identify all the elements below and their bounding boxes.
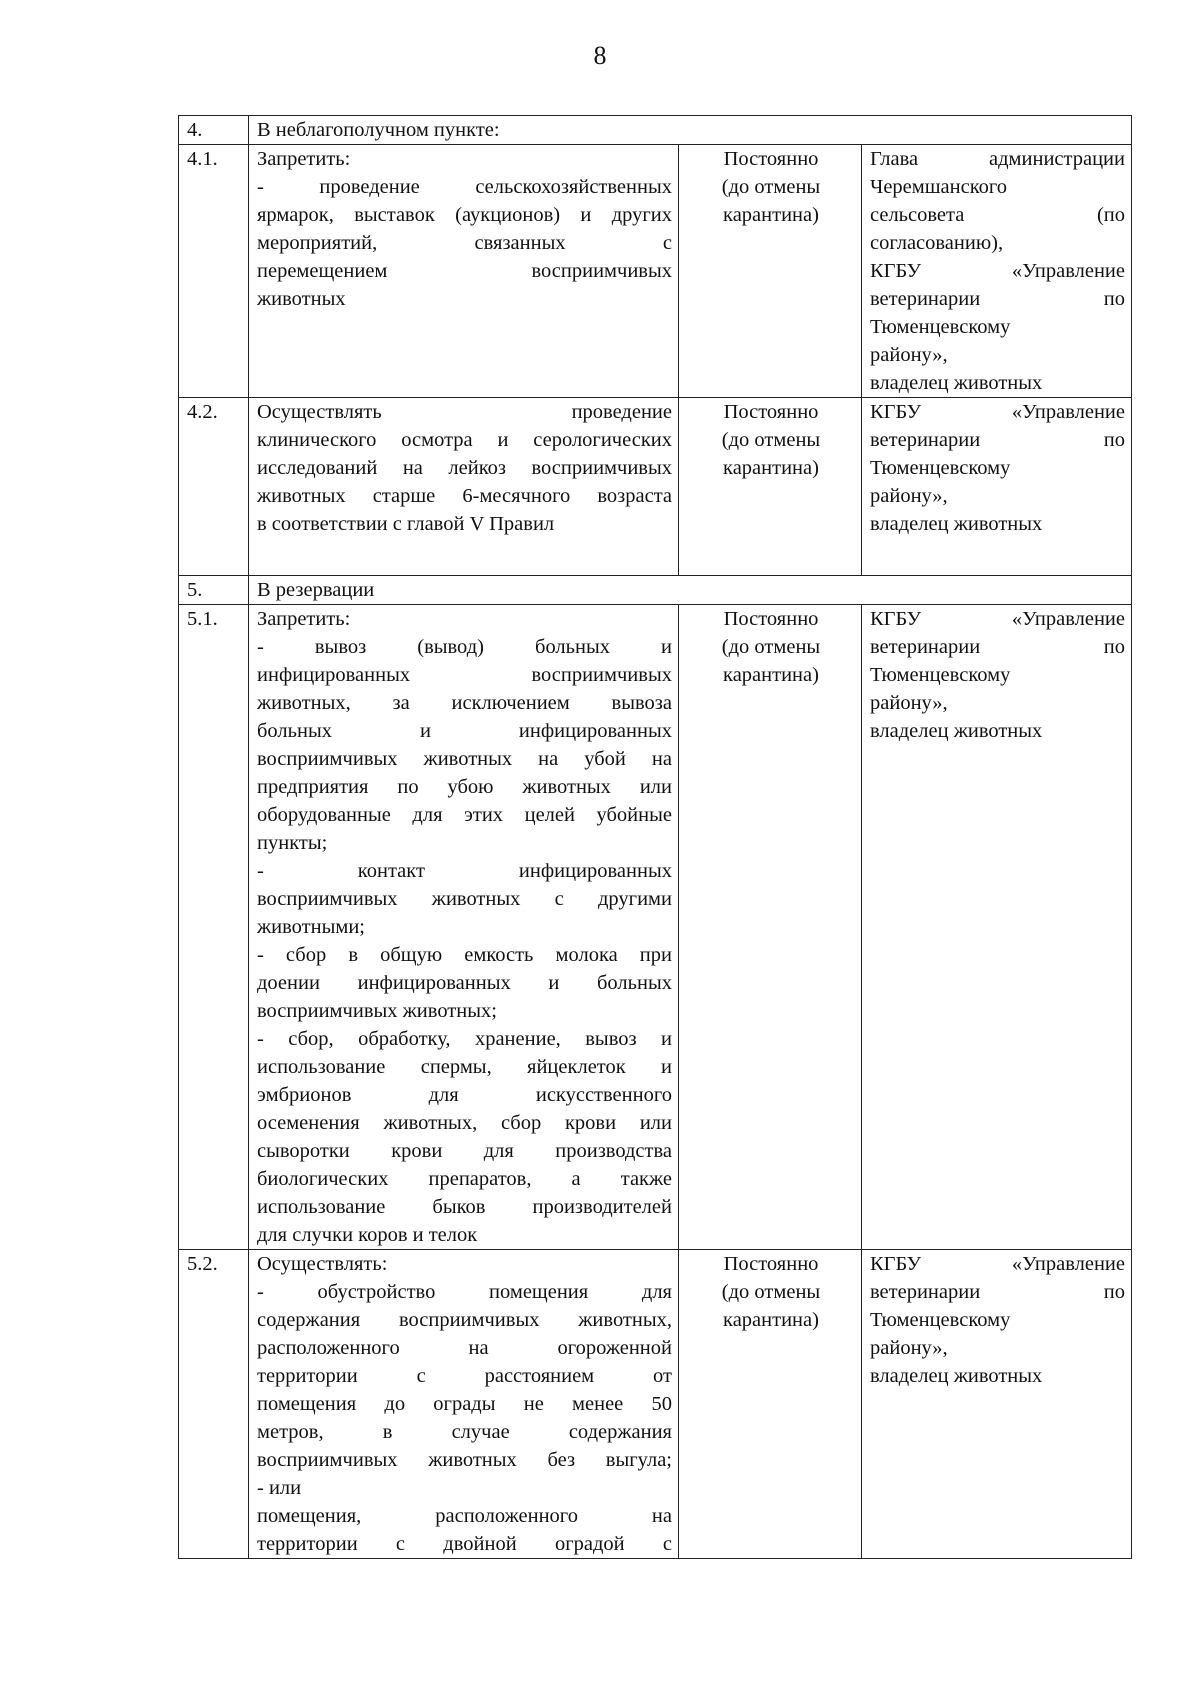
section-number: 5. (179, 576, 249, 605)
responsible-line: ветеринарии по (870, 429, 1125, 451)
responsible-line: Черемшанского (870, 176, 1008, 198)
action-line: помещения до ограды не менее 50 (257, 1393, 672, 1415)
responsible-line: району», (870, 692, 948, 714)
action-line: доении инфицированных и больных (257, 972, 672, 994)
responsible-line: КГБУ «Управление (870, 1253, 1125, 1275)
responsible-line: владелец животных (870, 513, 1043, 535)
action-line: пункты; (257, 832, 328, 854)
action-line: восприимчивых животных на убой на (257, 748, 672, 770)
action-line: - вывоз (вывод) больных и (257, 636, 672, 658)
action-line: оборудованные для этих целей убойные (257, 804, 672, 826)
responsible-cell (862, 145, 1132, 398)
action-line: - сбор, обработку, хранение, вывоз и (257, 1028, 672, 1050)
term-line: (до отмены (721, 1281, 821, 1303)
responsible-cell (862, 1250, 1132, 1559)
term-line: Постоянно (723, 608, 819, 630)
action-line: расположенного на огороженной (257, 1337, 672, 1359)
action-line: использование спермы, яйцеклеток и (257, 1056, 672, 1078)
table-row (179, 398, 1132, 576)
responsible-line: Тюменцевскому (870, 316, 1011, 338)
action-heading: Запретить: (257, 608, 351, 630)
responsible-line: ветеринарии по (870, 636, 1125, 658)
action-line: предприятия по убою животных или (257, 776, 672, 798)
term-line: карантина) (723, 664, 819, 686)
action-line: содержания восприимчивых животных, (257, 1309, 672, 1331)
responsible-line: сельсовета (по (870, 204, 1125, 226)
term-cell (679, 145, 862, 398)
term-cell (679, 1250, 862, 1559)
action-line: - проведение сельскохозяйственных (257, 176, 672, 198)
responsible-line: Тюменцевскому (870, 1309, 1011, 1331)
action-line: сыворотки крови для производства (257, 1140, 672, 1162)
term-cell (679, 398, 862, 576)
term-line: Постоянно (723, 148, 819, 170)
action-line: эмбрионов для искусственного (257, 1084, 672, 1106)
responsible-line: ветеринарии по (870, 1281, 1125, 1303)
action-line: животных старше 6-месячного возраста (257, 485, 672, 507)
responsible-line: владелец животных (870, 1365, 1043, 1387)
action-line: животных, за исключением вывоза (257, 692, 672, 714)
action-line: осеменения животных, сбор крови или (257, 1112, 672, 1134)
responsible-line: согласованию), (870, 232, 1004, 254)
measures-table (178, 115, 1132, 1559)
responsible-cell (862, 398, 1132, 576)
responsible-line: Глава администрации (870, 148, 1125, 170)
page-number: 8 (593, 41, 607, 70)
action-line: биологических препаратов, а также (257, 1168, 672, 1190)
responsible-line: владелец животных (870, 720, 1043, 742)
term-line: (до отмены (721, 176, 821, 198)
term-line: Постоянно (723, 1253, 819, 1275)
responsible-line: Тюменцевскому (870, 457, 1011, 479)
section-title: В резервации (249, 576, 1132, 605)
responsible-line: КГБУ «Управление (870, 608, 1125, 630)
responsible-line: району», (870, 344, 948, 366)
responsible-line: Тюменцевскому (870, 664, 1011, 686)
responsible-line: району», (870, 485, 948, 507)
action-line: помещения, расположенного на (257, 1505, 672, 1527)
action-cell (249, 605, 679, 1250)
section-row (179, 116, 1132, 145)
action-cell (249, 145, 679, 398)
action-line: - обустройство помещения для (257, 1281, 672, 1303)
action-line: метров, в случае содержания (257, 1421, 672, 1443)
action-cell (249, 398, 679, 576)
action-line: инфицированных восприимчивых (257, 664, 672, 686)
action-line: восприимчивых животных с другими (257, 888, 672, 910)
responsible-line: ветеринарии по (870, 288, 1125, 310)
term-cell (679, 605, 862, 1250)
row-number: 4.2. (179, 398, 249, 576)
action-line: использование быков производителей (257, 1196, 672, 1218)
action-line: восприимчивых животных без выгула; (257, 1449, 672, 1471)
action-line: - сбор в общую емкость молока при (257, 944, 672, 966)
row-number: 5.2. (179, 1250, 249, 1559)
action-line: мероприятий, связанных с (257, 232, 672, 254)
responsible-cell (862, 605, 1132, 1250)
action-heading: Осуществлять: (257, 1253, 388, 1275)
section-number: 4. (179, 116, 249, 145)
row-number: 5.1. (179, 605, 249, 1250)
responsible-line: КГБУ «Управление (870, 401, 1125, 423)
action-line: Осуществлять проведение (257, 401, 672, 423)
term-line: карантина) (723, 457, 819, 479)
action-line: перемещением восприимчивых (257, 260, 672, 282)
action-line: восприимчивых животных; (257, 1000, 497, 1022)
term-line: Постоянно (723, 401, 819, 423)
responsible-line: КГБУ «Управление (870, 260, 1125, 282)
action-line: - контакт инфицированных (257, 860, 672, 882)
action-line: ярмарок, выставок (аукционов) и других (257, 204, 672, 226)
action-line: исследований на лейкоз восприимчивых (257, 457, 672, 479)
action-line: животных (257, 288, 346, 310)
term-line: карантина) (723, 204, 819, 226)
action-line: в соответствии с главой V Правил (257, 513, 555, 535)
action-line: территории с двойной оградой с (257, 1533, 672, 1555)
action-cell (249, 1250, 679, 1559)
action-line: больных и инфицированных (257, 720, 672, 742)
responsible-line: району», (870, 1337, 948, 1359)
term-line: (до отмены (721, 636, 821, 658)
row-number: 4.1. (179, 145, 249, 398)
action-line: для случки коров и телок (257, 1224, 478, 1246)
table-row (179, 605, 1132, 1250)
action-line: территории с расстоянием от (257, 1365, 672, 1387)
action-heading: Запретить: (257, 148, 351, 170)
responsible-line: владелец животных (870, 372, 1043, 394)
section-title: В неблагополучном пункте: (249, 116, 1132, 145)
term-line: (до отмены (721, 429, 821, 451)
table-row (179, 145, 1132, 398)
section-row (179, 576, 1132, 605)
action-line: животными; (257, 916, 365, 938)
term-line: карантина) (723, 1309, 819, 1331)
action-line: - или (257, 1477, 302, 1499)
action-line: клинического осмотра и серологических (257, 429, 672, 451)
table-row (179, 1250, 1132, 1559)
